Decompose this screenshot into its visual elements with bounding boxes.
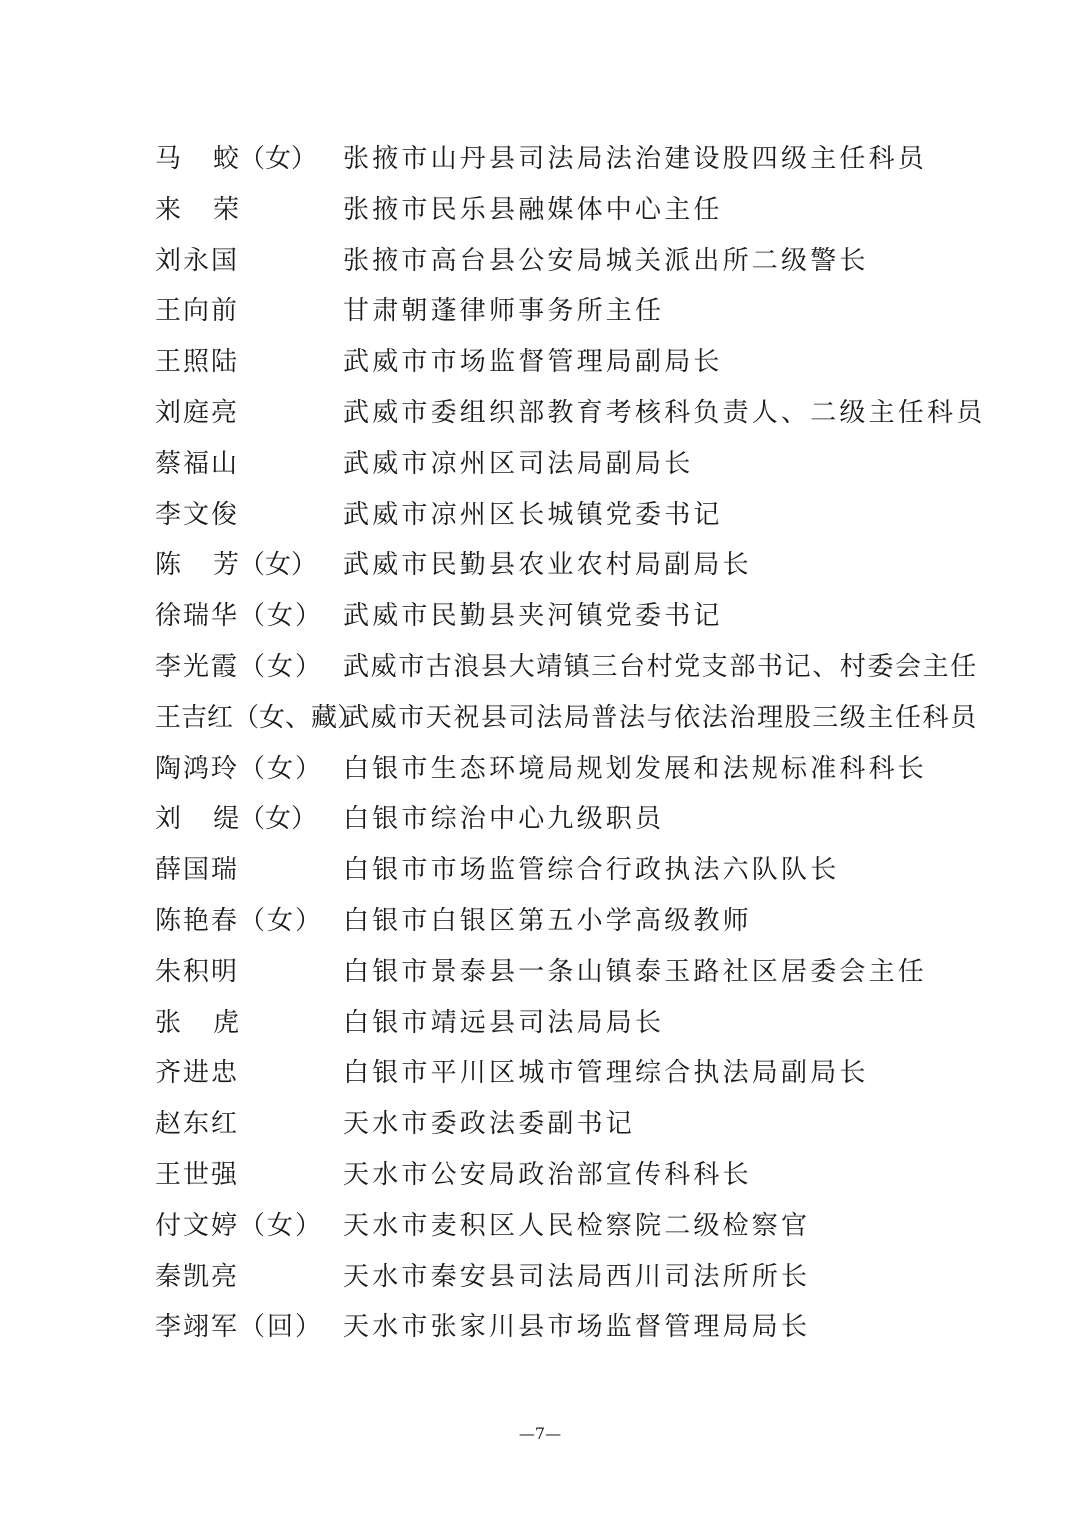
- person-title: 白银市生态环境局规划发展和法规标准科科长: [343, 753, 928, 784]
- roster-row: [0, 439, 1080, 490]
- person-name: 李文俊: [155, 499, 240, 530]
- person-title: 张掖市民乐县融媒体中心主任: [343, 194, 723, 225]
- person-title: 武威市民勤县农业农村局副局长: [343, 550, 752, 581]
- person-title: 武威市古浪县大靖镇三台村党支部书记、村委会主任: [343, 651, 978, 682]
- person-title: 白银市景泰县一条山镇泰玉路社区居委会主任: [343, 956, 928, 987]
- person-title: 武威市委组织部教育考核科负责人、二级主任科员: [343, 397, 986, 428]
- person-title: 天水市秦安县司法局西川司法所所长: [343, 1261, 811, 1292]
- person-name: 王世强: [155, 1159, 240, 1190]
- person-title: 天水市麦积区人民检察院二级检察官: [343, 1210, 811, 1241]
- person-title: 张掖市高台县公安局城关派出所二级警长: [343, 245, 869, 276]
- roster-row: [0, 1150, 1080, 1201]
- person-title: 白银市靖远县司法局局长: [343, 1007, 665, 1038]
- roster-row: [0, 337, 1080, 388]
- person-title: 张掖市山丹县司法局法治建设股四级主任科员: [343, 144, 928, 174]
- roster-row: [0, 794, 1080, 845]
- roster-row: [0, 642, 1080, 693]
- person-title: 白银市市场监管综合行政执法六队队长: [343, 855, 840, 886]
- person-name: 王向前: [155, 296, 240, 327]
- roster-row: [0, 490, 1080, 541]
- roster-row: [0, 591, 1080, 642]
- person-name: 付文婷（女）: [155, 1210, 324, 1241]
- roster-row: [0, 540, 1080, 591]
- roster-row: [0, 236, 1080, 287]
- person-title: 天水市公安局政治部宣传科科长: [343, 1159, 752, 1190]
- person-name: 陈 芳（女）: [155, 550, 318, 581]
- roster-row: [0, 947, 1080, 998]
- person-name: 马 蛟（女）: [155, 144, 318, 174]
- roster-row: [0, 693, 1080, 744]
- person-title: 白银市平川区城市管理综合执法局副局长: [343, 1058, 869, 1089]
- person-title: 天水市委政法委副书记: [343, 1109, 636, 1140]
- roster-row: [0, 1201, 1080, 1252]
- person-name: 薛国瑞: [155, 855, 240, 886]
- person-name: 王吉红（女、藏）: [155, 702, 364, 733]
- person-name: 陶鸿玲（女）: [155, 753, 324, 784]
- roster-list: [0, 134, 1080, 1353]
- page-number: —7—: [518, 1424, 562, 1443]
- roster-row: [0, 1048, 1080, 1099]
- roster-row: [0, 134, 1080, 185]
- person-name: 张 虎: [155, 1007, 240, 1038]
- person-name: 徐瑞华（女）: [155, 601, 324, 632]
- roster-row: [0, 896, 1080, 947]
- person-title: 武威市民勤县夹河镇党委书记: [343, 601, 723, 632]
- person-name: 蔡福山: [155, 448, 240, 479]
- person-title: 白银市综治中心九级职员: [343, 804, 665, 835]
- person-title: 武威市凉州区司法局副局长: [343, 448, 694, 479]
- person-name: 赵东红: [155, 1109, 240, 1140]
- roster-row: [0, 1252, 1080, 1303]
- roster-row: [0, 998, 1080, 1049]
- roster-row: [0, 845, 1080, 896]
- person-title: 甘肃朝蓬律师事务所主任: [343, 296, 665, 327]
- person-name: 齐进忠: [155, 1058, 240, 1089]
- roster-row: [0, 286, 1080, 337]
- person-title: 白银市白银区第五小学高级教师: [343, 905, 752, 936]
- person-name: 李翊军（回）: [155, 1312, 324, 1343]
- person-name: 来 荣: [155, 194, 240, 225]
- person-name: 秦凯亮: [155, 1261, 240, 1292]
- roster-row: [0, 744, 1080, 795]
- person-title: 天水市张家川县市场监督管理局局长: [343, 1312, 811, 1343]
- person-name: 王照陆: [155, 347, 240, 378]
- roster-row: [0, 1302, 1080, 1353]
- person-name: 朱积明: [155, 956, 240, 987]
- person-title: 武威市市场监督管理局副局长: [343, 347, 723, 378]
- person-name: 刘庭亮: [155, 397, 240, 428]
- person-name: 刘 缇（女）: [155, 804, 318, 835]
- roster-row: [0, 388, 1080, 439]
- person-name: 李光霞（女）: [155, 651, 324, 682]
- person-name: 刘永国: [155, 245, 240, 276]
- person-title: 武威市天祝县司法局普法与依法治理股三级主任科员: [343, 702, 978, 733]
- person-title: 武威市凉州区长城镇党委书记: [343, 499, 723, 530]
- roster-row: [0, 185, 1080, 236]
- person-name: 陈艳春（女）: [155, 905, 324, 936]
- roster-row: [0, 1099, 1080, 1150]
